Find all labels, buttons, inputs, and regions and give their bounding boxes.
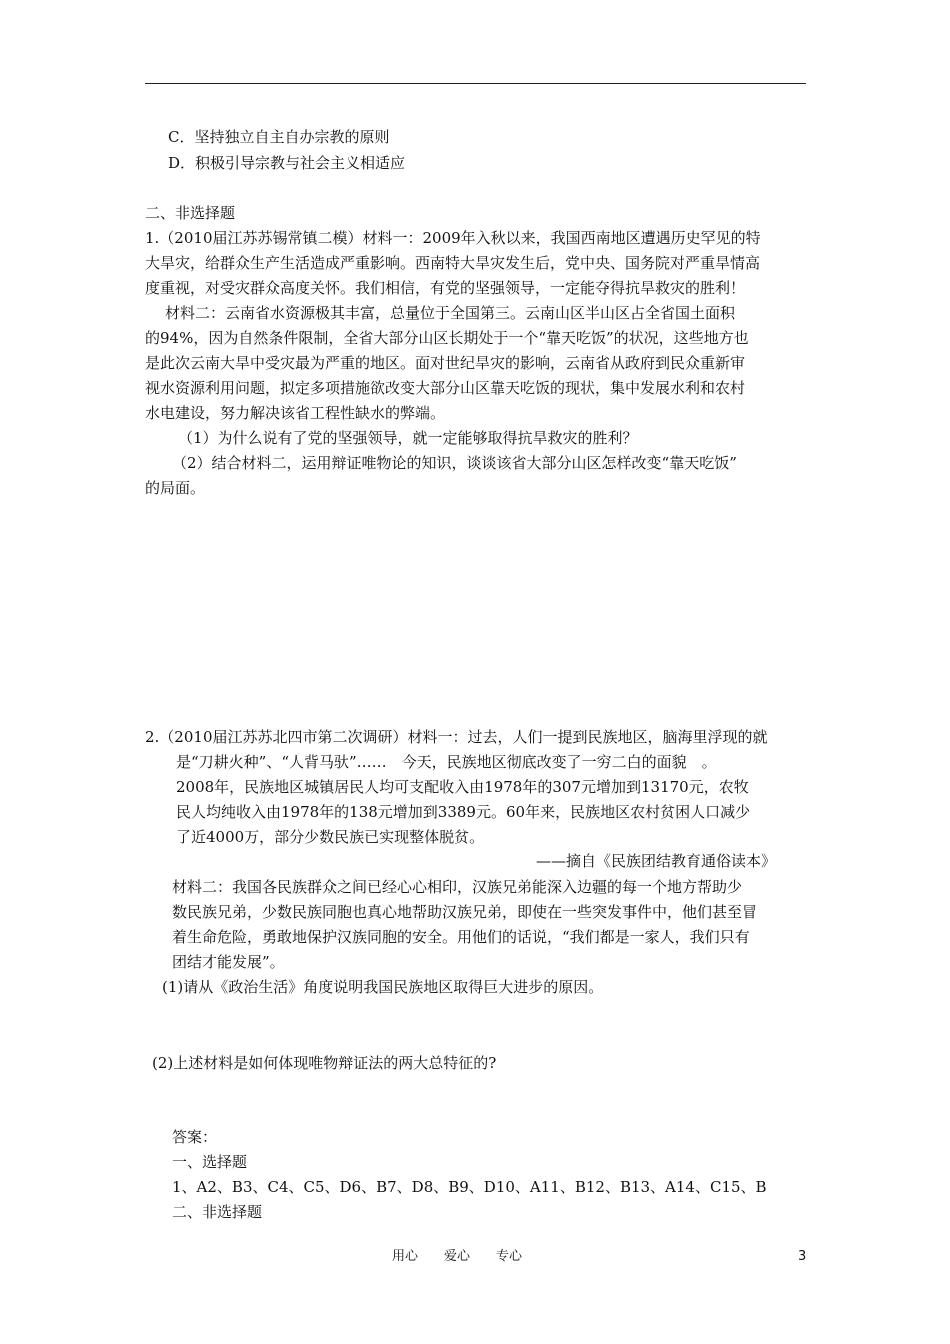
text-line: 是此次云南大旱中受灾最为严重的地区。面对世纪旱灾的影响，云南省从政府到民众重新审 [145,354,746,372]
text-line: （2）结合材料二，运用辩证唯物论的知识，谈谈该省大部分山区怎样改变“靠天吃饭” [172,454,737,472]
text-line: 水电建设，努力解决该省工程性缺水的弊端。 [145,404,446,422]
text-line: 材料二：我国各民族群众之间已经心心相印，汉族兄弟能深入边疆的每一个地方帮助少 [172,878,743,896]
text-line: 答案： [172,1128,218,1146]
text-line: 的94%，因为自然条件限制，全省大部分山区长期处于一个“靠天吃饭”的状况，这些地方也 [145,329,749,347]
text-line: 材料二：云南省水资源极其丰富，总量位于全国第三。云南山区半山区占全省国土面积 [165,304,736,322]
text-line: 1、A2、B3、C4、C5、D6、B7、D8、B9、D10、A11、B12、B13、A14、C15、B [172,1178,767,1196]
footer-motto: 用心 爱心 专心 [392,1249,523,1264]
text-line: 民人均纯收入由1978年的138元增加到3389元。60年来，民族地区农村贫困人口减少 [176,803,751,821]
text-line: 是“刀耕火种”、“人背马驮”…… 今天，民族地区彻底改变了一穷二白的面貌 。 [176,753,717,771]
text-line: 2008年，民族地区城镇居民人均可支配收入由1978年的307元增加到13170元，农牧 [176,778,749,796]
text-line: 视水资源利用问题，拟定多项措施欲改变大部分山区靠天吃饭的现状，集中发展水利和农村 [145,379,746,397]
text-line: 着生命危险，勇敢地保护汉族同胞的安全。用他们的话说，“我们都是一家人，我们只有 [172,928,750,946]
text-line: 了近4000万，部分少数民族已实现整体脱贫。 [176,828,485,846]
text-line: (1)请从《政治生活》角度说明我国民族地区取得巨大进步的原因。 [162,978,604,996]
text-line: 度重视，对受灾群众高度关怀。我们相信，有党的坚强领导，一定能夺得抗旱救灾的胜利！ [145,279,746,297]
text-line: C．坚持独立自主自办宗教的原则 [168,128,390,146]
text-line: 2.（2010届江苏苏北四市第二次调研）材料一：过去，人们一提到民族地区，脑海里浮现的就 [145,728,768,746]
text-line: (2)上述材料是如何体现唯物辩证法的两大总特征的? [152,1054,497,1072]
page-number: 3 [798,1249,807,1264]
text-line: （1）为什么说有了党的坚强领导，就一定能够取得抗旱救灾的胜利？ [178,429,638,447]
text-line: 数民族兄弟，少数民族同胞也真心地帮助汉族兄弟，即使在一些突发事件中，他们甚至冒 [172,903,758,921]
header-rule [145,83,806,84]
text-line: 大旱灾，给群众生产生活造成严重影响。西南特大旱灾发生后，党中央、国务院对严重旱情高 [145,254,761,272]
text-line: 二、非选择题 [172,1203,263,1221]
text-line: 一、选择题 [172,1153,248,1171]
text-line: D．积极引导宗教与社会主义相适应 [168,154,406,172]
text-line: ——摘自《民族团结教育通俗读本》 [536,852,777,870]
text-line: 二、非选择题 [145,204,236,222]
text-line: 1.（2010届江苏苏锡常镇二模）材料一：2009年入秋以来，我国西南地区遭遇历史罕见的特 [145,229,761,247]
text-line: 的局面。 [145,479,206,497]
text-line: 团结才能发展”。 [172,953,285,971]
